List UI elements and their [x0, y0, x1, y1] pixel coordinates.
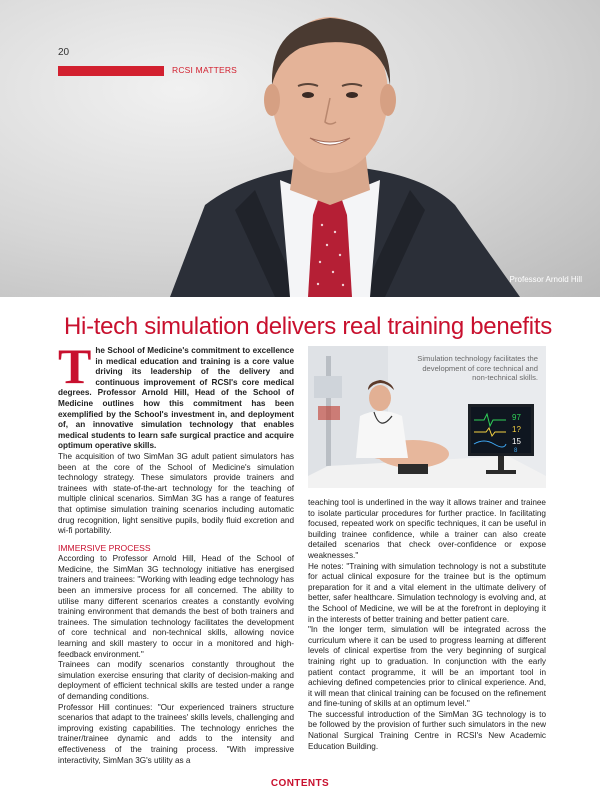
body-paragraph: Professor Hill continues: "Our experienced trainers structure scenarios that adapt to the trainees' skills levels, challenging and improving existing capabilities. The technology enriches the trainer/trainee dynamic and adds to the intensity and effectiveness of the training process. "With impressive interactivity, SimMan 3G's utility as a [58, 702, 294, 765]
article-headline: Hi-tech simulation delivers real training benefits [64, 313, 552, 340]
section-bar [58, 66, 164, 76]
monitor-value-2: 1? [512, 425, 521, 434]
drop-cap: T [58, 338, 92, 394]
monitor-value-4: 8 [514, 448, 518, 454]
hero-caption: Professor Arnold Hill [509, 275, 582, 284]
body-paragraph: Trainees can modify scenarios constantly throughout the simulation exercise ensuring that clarity of decision-making and deployment of efficient technical skills are tested under a range of demanding conditions. [58, 660, 294, 701]
intro-paragraph [58, 338, 294, 452]
hero-photo [0, 0, 600, 297]
body-paragraph: teaching tool is underlined in the way it allows trainer and trainee to isolate particular procedures for further practice. In facilitating focused, repeated work on specific techniques, it can be useful in building trainee confidence, while a trainer can also create detailed scenarios that check over-confidence or expose weaknesses." [308, 498, 546, 560]
section-label: RCSI MATTERS [172, 65, 238, 75]
monitor-value-3: 15 [512, 437, 521, 446]
contents-link[interactable]: CONTENTS [270, 778, 330, 789]
photo-caption: Simulation technology facilitates the development of core technical and non-technical skills. [417, 354, 538, 382]
intro-text: he School of Medicine's commitment to excellence in medical education and training is a core value driving its leadership of the delivery and continuous improvement of RCSI's core medical degrees. Professor Arnold Hill, Head of the School of Medicine outlines how this commitment has been exemplified by the School's investment in, and deployment of, an innovative simulation technology that enables medical students to learn safe surgical practice and acquire optimum operative skills. [58, 346, 294, 451]
section-subhead: IMMERSIVE PROCESS [58, 542, 151, 553]
page-number: 20 [58, 47, 70, 58]
simulation-photo [308, 346, 546, 488]
portrait-illustration [0, 0, 600, 297]
body-paragraph: "In the longer term, simulation will be integrated across the curriculum where it can be used to progress learning at different levels of clinical expertise from the very beginning of surgical training right up to graduation. In conjunction with the early patient contact programme, it will be an important tool in achieving defined competencies prior to clinical experience. And, it will mean that clinical training can be focused on the refinement and fine-tuning of skills at an optimum level." [308, 625, 546, 709]
body-paragraph: According to Professor Arnold Hill, Head of the School of Medicine, the SimMan 3G technology initiative has energised trainers and trainees: "Working with leading edge technology has been an immersive process for all concerned. The ability to utilise many different scenarios creates a constantly evolving training environment that demands the best of both trainers and trainees. The simulation technology facilitates the development of core technical and non-technical skills, allowing novice learning and skill mastery to occur in a monitored and high-feedback environment." [58, 554, 294, 659]
body-paragraph: The acquisition of two SimMan 3G adult patient simulators has been at the core of the School of Medicine's simulation technology strategy. These simulators provide trainers and trainees with state-of-the-art technology for the teaching of multiple clinical scenarios. SimMan 3G has a range of features that optimise simulation training scenarios including automatic drug recognition, light sensitive pupils, bodily fluid excretion and wi-fi portability. [58, 451, 294, 536]
body-paragraph: The successful introduction of the SimMan 3G technology is to be followed by the provision of further such simulators in the new National Surgical Training Centre in RCSI's New Academic Education Building. [308, 709, 546, 751]
article-column-left [58, 338, 294, 766]
body-paragraph: He notes: "Training with simulation technology is not a substitute for actual clinical exposure for the trainee but is the optimum preparation for it and a vital element in the ultimate delivery of better, safer healthcare. Simulation technology is evolving and, at the School of Medicine, we will be at the forefront in deploying it in the interests of better training and better patient care. [308, 561, 546, 624]
article-column-right [308, 498, 546, 752]
monitor-value-hr: 97 [512, 413, 521, 422]
